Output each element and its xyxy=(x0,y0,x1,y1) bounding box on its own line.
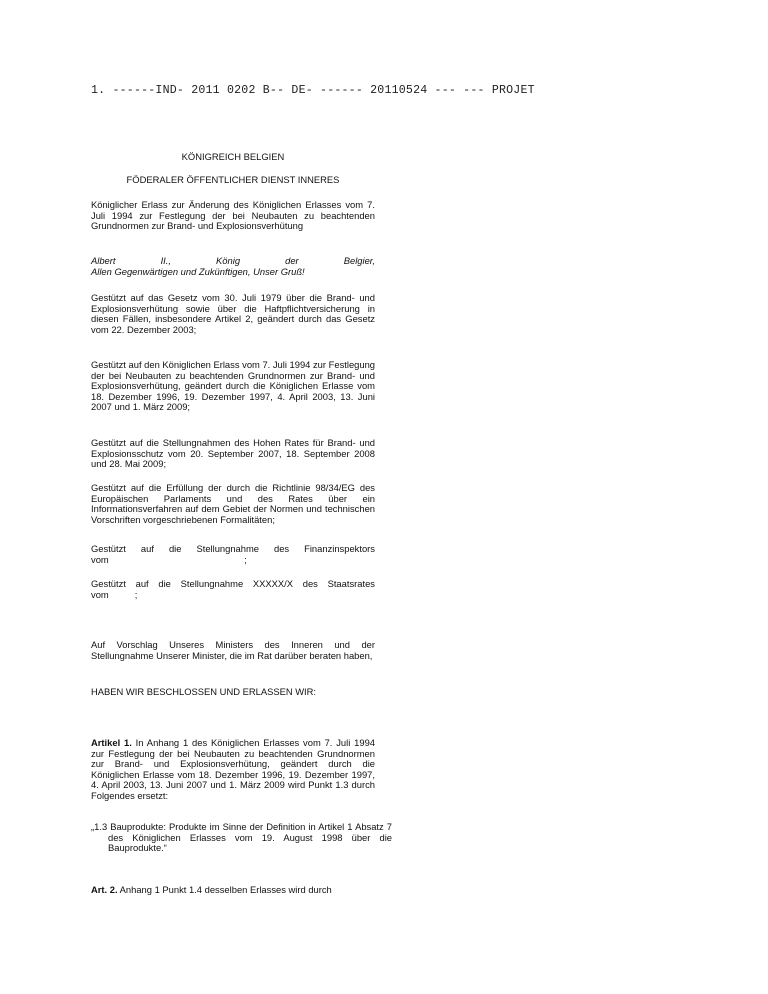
article-2-label: Art. 2. xyxy=(91,884,118,895)
article-1-text: In Anhang 1 des Königlichen Erlasses vom 7. Juli 1994 zur Festlegung der bei Neubauten zu beachtenden Grundnormen zur Brand- und Explosionsverhütung, geändert durch die Königlichen Erlasse vom 18. Dezember 1996, 19. Dezember 1997, 4. April 2003, 13. Juni 2007 und 1. März 2009 wird Punkt 1.3 durch Folgendes ersetzt: xyxy=(91,737,376,801)
decree-formula: HABEN WIR BESCHLOSSEN UND ERLASSEN WIR: xyxy=(91,686,317,697)
recital-6-line-1: Gestützt auf die Stellungnahme XXXXX/X des Staatsrates xyxy=(91,578,375,589)
king-salutation xyxy=(91,256,375,277)
proposal-paragraph: Auf Vorschlag Unseres Ministers des Inneren und der Stellungnahme Unserer Minister, die im Rat darüber beraten haben, xyxy=(91,639,375,661)
king-line-2: Allen Gegenwärtigen und Zukünftigen, Unser Gruß! xyxy=(91,265,305,277)
ministry-heading: FÖDERALER ÖFFENTLICHER DIENST INNERES xyxy=(126,174,340,185)
recital-1: Gestützt auf das Gesetz vom 30. Juli 1979 über die Brand- und Explosionsverhütung sowie über die Haftpflichtversicherung in diesen Fällen, insbesondere Artikel 2, geändert durch das Gesetz vom 22. Dezember 2003; xyxy=(91,292,375,335)
recital-5-line-2: vom ; xyxy=(91,553,247,565)
recital-6-line-2: vom ; xyxy=(91,588,138,600)
recital-3: Gestützt auf die Stellungnahmen des Hohen Rates für Brand- und Explosionsschutz vom 20. September 2007, 18. September 2008 und 28. Mai 2009; xyxy=(91,437,375,469)
recital-2: Gestützt auf den Königlichen Erlass vom 7. Juli 1994 zur Festlegung der bei Neubauten zu beachtenden Grundnormen zur Brand- und Explosionsverhütung, geändert durch die Königlichen Erlasse vom 18. Dezember 1996, 19. Dezember 1997, 4. April 2003, 13. Juni 2007 und 1. März 2009; xyxy=(91,359,376,412)
article-1-quote: „1.3 Bauprodukte: Produkte im Sinne der Definition in Artikel 1 Absatz 7 des Königlichen Erlasses vom 19. August 1998 über die Bauprodukte.“ xyxy=(91,821,392,853)
document-reference-header: 1. ------IND- 2011 0202 B-- DE- ------ 20110524 --- --- PROJET xyxy=(91,84,535,97)
article-1-label: Artikel 1. xyxy=(91,737,132,748)
king-line-1: Albert II., König der Belgier, xyxy=(91,255,375,266)
article-1 xyxy=(91,738,375,801)
article-2-text: Anhang 1 Punkt 1.4 desselben Erlasses wird durch xyxy=(117,884,332,895)
recital-5 xyxy=(91,544,375,565)
recital-6 xyxy=(91,579,375,600)
article-2 xyxy=(91,885,375,896)
recital-5-line-1: Gestützt auf die Stellungnahme des Finanzinspektors xyxy=(91,543,375,554)
recital-4: Gestützt auf die Erfüllung der durch die Richtlinie 98/34/EG des Europäischen Parlaments und des Rates über ein Informationsverfahren auf dem Gebiet der Normen und technischen Vorschriften vorgeschriebenen Formalitäten; xyxy=(91,482,375,525)
country-heading: KÖNIGREICH BELGIEN xyxy=(181,151,285,162)
decree-title: Königlicher Erlass zur Änderung des Königlichen Erlasses vom 7. Juli 1994 zur Festlegung der bei Neubauten zu beachtenden Grundnormen zur Brand- und Explosionsverhütung xyxy=(91,199,375,231)
